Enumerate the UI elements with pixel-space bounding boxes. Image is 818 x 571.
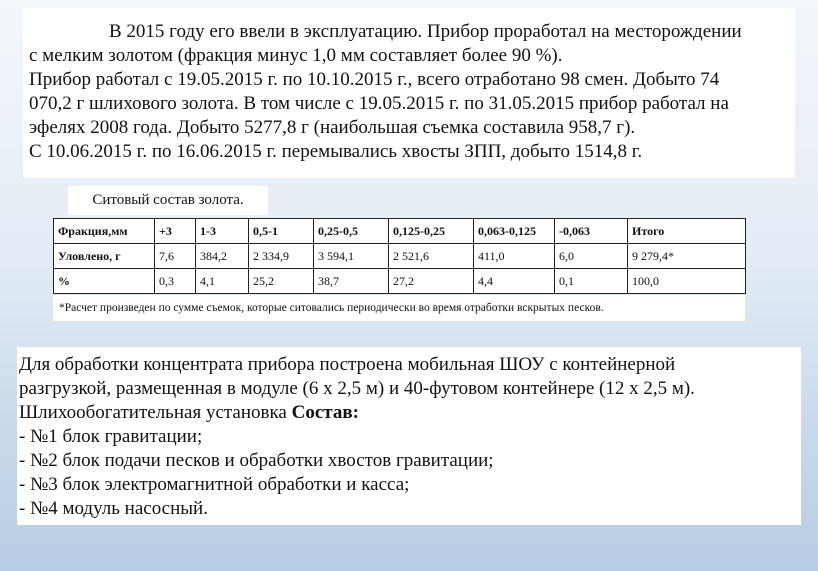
- table-cell: 2 521,6: [389, 244, 474, 269]
- table-cell: 4,1: [196, 269, 249, 294]
- table-cell: 2 334,9: [249, 244, 314, 269]
- sieve-table-caption: Ситовый состав золота.: [68, 186, 268, 215]
- intro-line-4: 070,2 г шлихового золота. В том числе с 19.05.2015 г. по 31.05.2015 прибор работал на: [29, 93, 729, 114]
- table-header-cell: -0,063: [555, 219, 628, 244]
- table-header-cell: 0,5-1: [249, 219, 314, 244]
- table-cell: 4,4: [474, 269, 555, 294]
- table-cell: 25,2: [249, 269, 314, 294]
- processing-line-5: - №2 блок подачи песков и обработки хвостов гравитации;: [19, 450, 494, 471]
- table-cell: %: [54, 269, 155, 294]
- intro-line-6: С 10.06.2015 г. по 16.06.2015 г. перемывались хвосты ЗПП, добыто 1514,8 г.: [29, 141, 643, 162]
- table-header-row: [54, 219, 746, 244]
- intro-paragraph: [29, 20, 791, 164]
- processing-line-6: - №3 блок электромагнитной обработки и касса;: [19, 474, 410, 495]
- processing-line-4: - №1 блок гравитации;: [19, 426, 203, 447]
- table-header-cell: Итого: [628, 219, 746, 244]
- table-cell: 384,2: [196, 244, 249, 269]
- table-cell: 3 594,1: [314, 244, 389, 269]
- table-header-cell: 1-3: [196, 219, 249, 244]
- processing-line-3-text: Шлихообогатительная установка: [19, 402, 292, 423]
- table-cell: 9 279,4*: [628, 244, 746, 269]
- table-cell: 6,0: [555, 244, 628, 269]
- table-cell: 38,7: [314, 269, 389, 294]
- sieve-composition-table: [53, 218, 746, 294]
- table-row: [54, 244, 746, 269]
- composition-heading: Состав:: [291, 402, 359, 423]
- processing-line-2: разгрузкой, размещенная в модуле (6 х 2,5 м) и 40-футовом контейнере (12 х 2,5 м).: [19, 378, 695, 399]
- table-cell: 0,1: [555, 269, 628, 294]
- intro-line-5: эфелях 2008 года. Добыто 5277,8 г (наибольшая съемка составила 958,7 г).: [29, 117, 636, 138]
- processing-line-3: [19, 401, 359, 425]
- processing-line-7: - №4 модуль насосный.: [19, 498, 208, 519]
- table-header-cell: 0,125-0,25: [389, 219, 474, 244]
- intro-line-3: Прибор работал с 19.05.2015 г. по 10.10.2015 г., всего отработано 98 смен. Добыто 74: [29, 69, 720, 90]
- table-header-cell: +3: [155, 219, 196, 244]
- table-row: [54, 269, 746, 294]
- table-cell: 7,6: [155, 244, 196, 269]
- table-cell: 411,0: [474, 244, 555, 269]
- processing-text-panel: [17, 347, 801, 525]
- intro-line-1: В 2015 году его ввели в эксплуатацию. Прибор проработал на месторождении: [109, 21, 742, 42]
- intro-line-2: с мелким золотом (фракция минус 1,0 мм составляет более 90 %).: [29, 45, 563, 66]
- table-header-cell: 0,25-0,5: [314, 219, 389, 244]
- table-cell: 100,0: [628, 269, 746, 294]
- table-cell: 0,3: [155, 269, 196, 294]
- table-footnote: *Расчет произведен по сумме съемок, которые ситовались периодически во время отработки вскрытых песков.: [53, 295, 745, 321]
- processing-line-1: Для обработки концентрата прибора построена мобильная ШОУ с контейнерной: [19, 354, 676, 375]
- table-cell: Уловлено, г: [54, 244, 155, 269]
- table-cell: 27,2: [389, 269, 474, 294]
- intro-text-panel: [23, 8, 795, 178]
- table-header-cell: Фракция,мм: [54, 219, 155, 244]
- table-header-cell: 0,063-0,125: [474, 219, 555, 244]
